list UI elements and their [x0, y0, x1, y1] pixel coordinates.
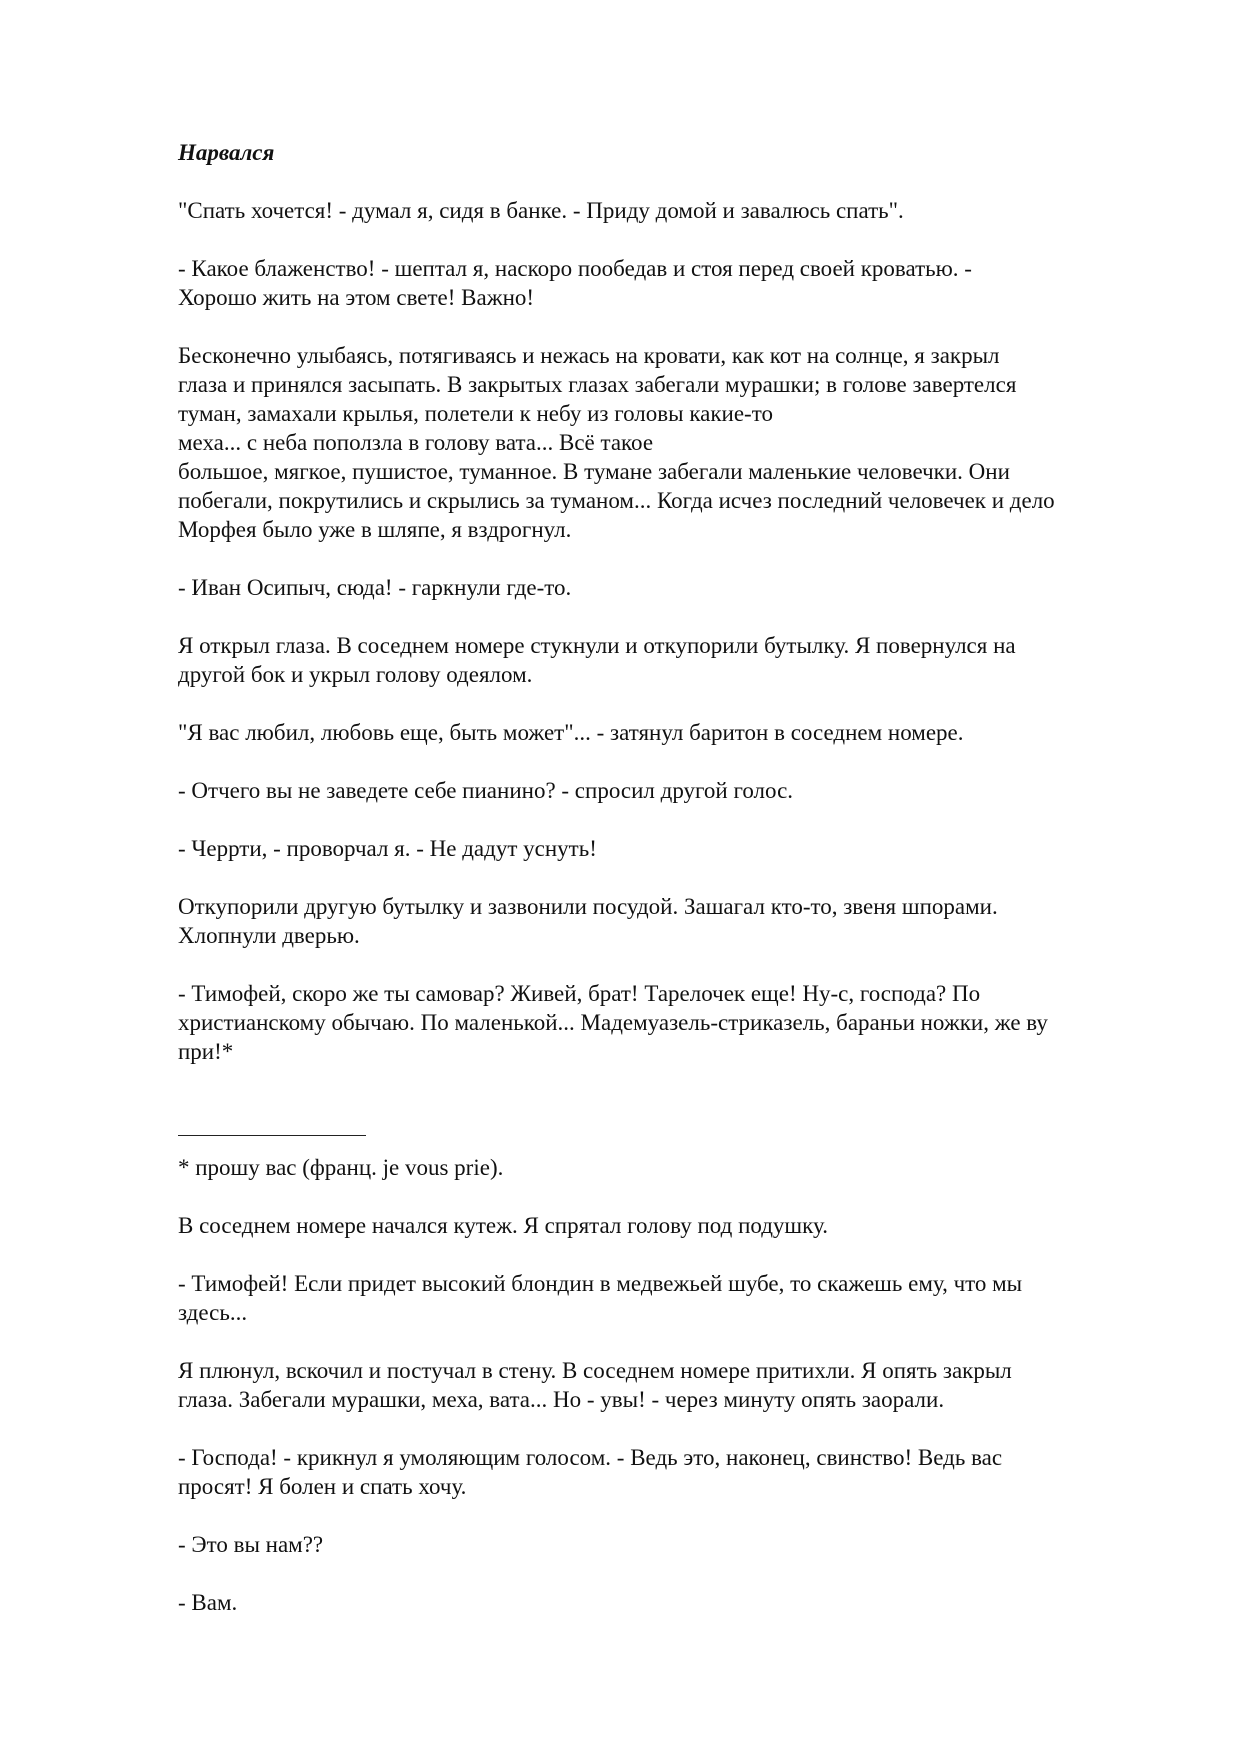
text-line: побегали, покрутились и скрылись за туманом... Когда исчез последний человечек и дело: [178, 488, 1055, 513]
story-title: Нарвался: [178, 140, 275, 165]
text-line: "Спать хочется! - думал я, сидя в банке. - Приду домой и завалюсь спать".: [178, 198, 904, 223]
text-line: Я открыл глаза. В соседнем номере стукнули и откупорили бутылку. Я повернулся на: [178, 633, 1016, 658]
paragraph: [178, 573, 1158, 602]
text-line: большое, мягкое, пушистое, туманное. В тумане забегали маленькие человечки. Они: [178, 459, 1010, 484]
text-line: - Вам.: [178, 1590, 238, 1615]
text-line: Хлопнули дверью.: [178, 923, 360, 948]
text-line: глаза и принялся засыпать. В закрытых глазах забегали мурашки; в голове завертелся: [178, 372, 1017, 397]
paragraph: [178, 1443, 1158, 1501]
paragraph: [178, 1269, 1158, 1327]
text-line: Я плюнул, вскочил и постучал в стену. В соседнем номере притихли. Я опять закрыл: [178, 1358, 1012, 1383]
paragraph: [178, 834, 1158, 863]
text-line: Бесконечно улыбаясь, потягиваясь и нежась на кровати, как кот на солнце, я закрыл: [178, 343, 1000, 368]
text-line: туман, замахали крылья, полетели к небу из головы какие-то: [178, 401, 773, 426]
text-line: - Тимофей, скоро же ты самовар? Живей, брат! Тарелочек еще! Ну-с, господа? По: [178, 981, 981, 1006]
text-line: Откупорили другую бутылку и зазвонили посудой. Зашагал кто-то, звеня шпорами.: [178, 894, 998, 919]
paragraph: [178, 254, 1158, 312]
paragraph: [178, 1530, 1158, 1559]
paragraph: [178, 196, 1158, 225]
text-line: "Я вас любил, любовь еще, быть может"... - затянул баритон в соседнем номере.: [178, 720, 964, 745]
paragraph: [178, 1356, 1158, 1414]
text-line: - Тимофей! Если придет высокий блондин в медвежьей шубе, то скажешь ему, что мы: [178, 1271, 1023, 1296]
text-line: христианскому обычаю. По маленькой... Мадемуазель-стриказель, бараньи ножки, же ву: [178, 1010, 1048, 1035]
footnote-separator: [178, 1095, 1158, 1153]
text-line: другой бок и укрыл голову одеялом.: [178, 662, 533, 687]
text-line: - Господа! - крикнул я умоляющим голосом. - Ведь это, наконец, свинство! Ведь вас: [178, 1445, 1003, 1470]
text-line: при!*: [178, 1039, 234, 1064]
paragraph: [178, 631, 1158, 689]
text-line: просят! Я болен и спать хочу.: [178, 1474, 467, 1499]
paragraph: [178, 776, 1158, 805]
document-body: [178, 138, 1158, 1646]
text-line: - Это вы нам??: [178, 1532, 324, 1557]
text-line: - Черрти, - проворчал я. - Не дадут уснуть!: [178, 836, 597, 861]
paragraph: [178, 1211, 1158, 1240]
text-line: Хорошо жить на этом свете! Важно!: [178, 285, 535, 310]
paragraph: [178, 718, 1158, 747]
paragraph: [178, 892, 1158, 950]
text-line: - Какое блаженство! - шептал я, наскоро пообедав и стоя перед своей кроватью. -: [178, 256, 972, 281]
paragraph: [178, 979, 1158, 1066]
text-line: - Иван Осипыч, сюда! - гаркнули где-то.: [178, 575, 572, 600]
footnote-rule: [178, 1135, 366, 1136]
text-line: - Отчего вы не заведете себе пианино? - спросил другой голос.: [178, 778, 794, 803]
text-line: Морфея было уже в шляпе, я вздрогнул.: [178, 517, 572, 542]
text-line: меха... с неба поползла в голову вата... Всё такое: [178, 430, 654, 455]
paragraphs-after-footnote: [178, 1211, 1158, 1617]
footnote-text: * прошу вас (франц. je vous prie).: [178, 1155, 504, 1180]
paragraph: [178, 341, 1158, 544]
text-line: В соседнем номере начался кутеж. Я спрятал голову под подушку.: [178, 1213, 828, 1238]
text-line: здесь...: [178, 1300, 248, 1325]
paragraphs-before-footnote: [178, 196, 1158, 1066]
paragraph: [178, 1588, 1158, 1617]
text-line: глаза. Забегали мурашки, меха, вата... Но - увы! - через минуту опять заорали.: [178, 1387, 945, 1412]
